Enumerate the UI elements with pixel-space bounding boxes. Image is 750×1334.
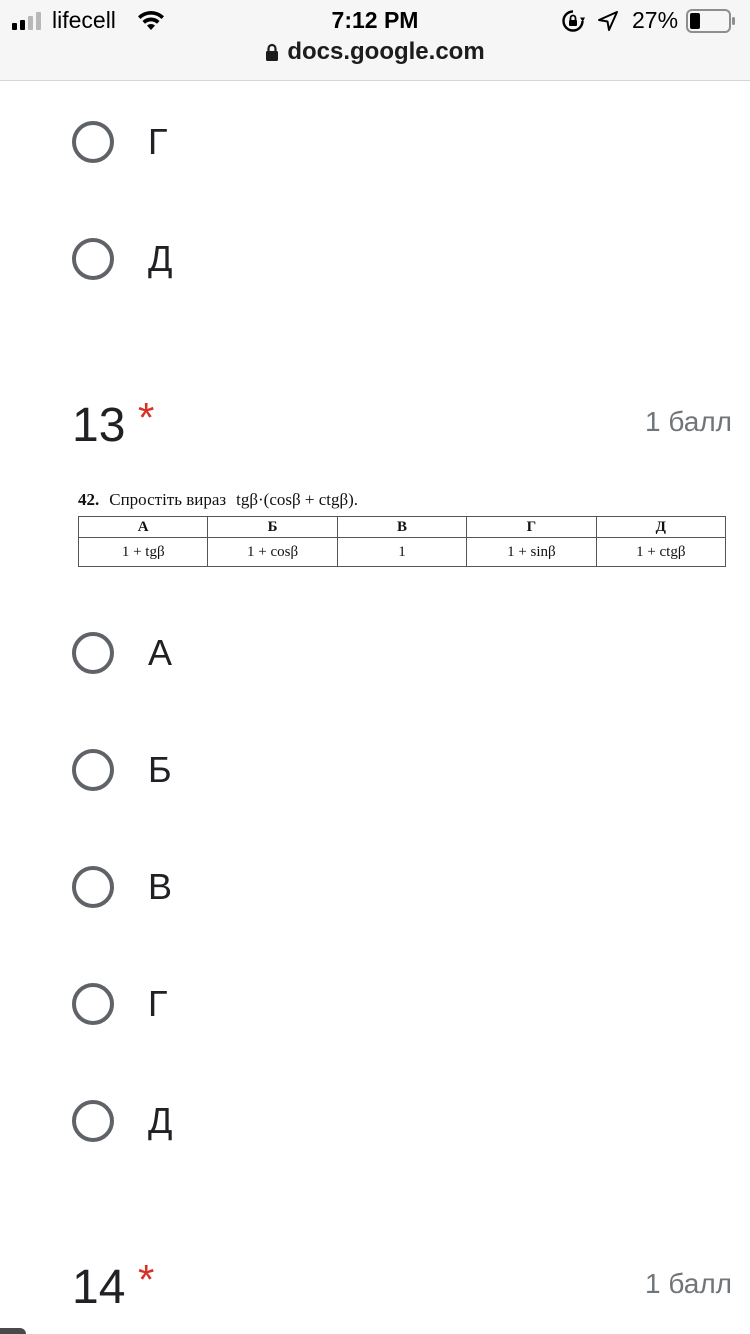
question-points: 1 балл (645, 1268, 732, 1299)
problem-statement (78, 488, 726, 512)
battery-fill (690, 13, 700, 29)
lock-icon (265, 43, 279, 61)
table-header-cell: Б (208, 517, 337, 538)
q13-option-a[interactable] (72, 627, 172, 679)
q13-option-g[interactable] (72, 978, 168, 1030)
option-label: Д (148, 238, 173, 279)
battery-percentage: 27% (632, 7, 679, 33)
table-header-cell: А (79, 517, 208, 538)
table-cell: 1 + tgβ (79, 538, 208, 567)
table-header-cell: Д (596, 517, 725, 538)
radio-button[interactable] (72, 238, 114, 280)
battery-icon (686, 9, 736, 33)
option-label: Г (148, 121, 168, 162)
q13-option-v[interactable] (72, 861, 172, 913)
radio-button[interactable] (72, 866, 114, 908)
radio-button[interactable] (72, 121, 114, 163)
problem-end: . (353, 490, 359, 509)
radio-button[interactable] (72, 1100, 114, 1142)
table-header-row (79, 517, 726, 538)
table-header-cell: Г (467, 517, 596, 538)
option-label: Д (148, 1100, 173, 1141)
question-title: 14 (72, 1261, 126, 1314)
answer-choices-table (78, 516, 726, 567)
status-bar (0, 0, 750, 40)
prev-option-d[interactable] (72, 233, 172, 285)
radio-button[interactable] (72, 983, 114, 1025)
browser-top-bar (0, 0, 750, 81)
prev-option-g[interactable] (72, 116, 168, 168)
option-label: Б (148, 749, 172, 790)
question-13-header (72, 394, 732, 458)
table-cell: 1 + ctgβ (596, 538, 725, 567)
carrier-name: lifecell (52, 7, 116, 33)
question-points: 1 балл (645, 406, 732, 437)
status-time: 7:12 PM (331, 7, 419, 33)
table-cell: 1 + cosβ (208, 538, 337, 567)
rotation-lock-icon (561, 9, 585, 33)
question-image (78, 488, 726, 567)
q13-option-b[interactable] (72, 744, 172, 796)
home-indicator-corner (0, 1328, 26, 1334)
question-14-header (72, 1256, 732, 1320)
option-label: Г (148, 983, 168, 1024)
required-asterisk: * (138, 1256, 155, 1303)
address-bar[interactable] (0, 38, 750, 70)
table-header-cell: В (337, 517, 466, 538)
table-cell: 1 (337, 538, 466, 567)
question-title: 13 (72, 399, 126, 452)
radio-button[interactable] (72, 749, 114, 791)
table-cell: 1 + sinβ (467, 538, 596, 567)
table-row (79, 538, 726, 567)
required-asterisk: * (138, 394, 155, 441)
q13-option-d[interactable] (72, 1095, 172, 1147)
problem-text: Спростіть вираз (109, 490, 227, 509)
url-text: docs.google.com (287, 38, 485, 65)
problem-number: 42. (78, 490, 100, 509)
option-label: В (148, 866, 173, 907)
option-label: А (148, 632, 173, 673)
problem-expression: tgβ·(cosβ + ctgβ) (236, 490, 354, 509)
location-arrow-icon (597, 10, 619, 32)
radio-button[interactable] (72, 632, 114, 674)
